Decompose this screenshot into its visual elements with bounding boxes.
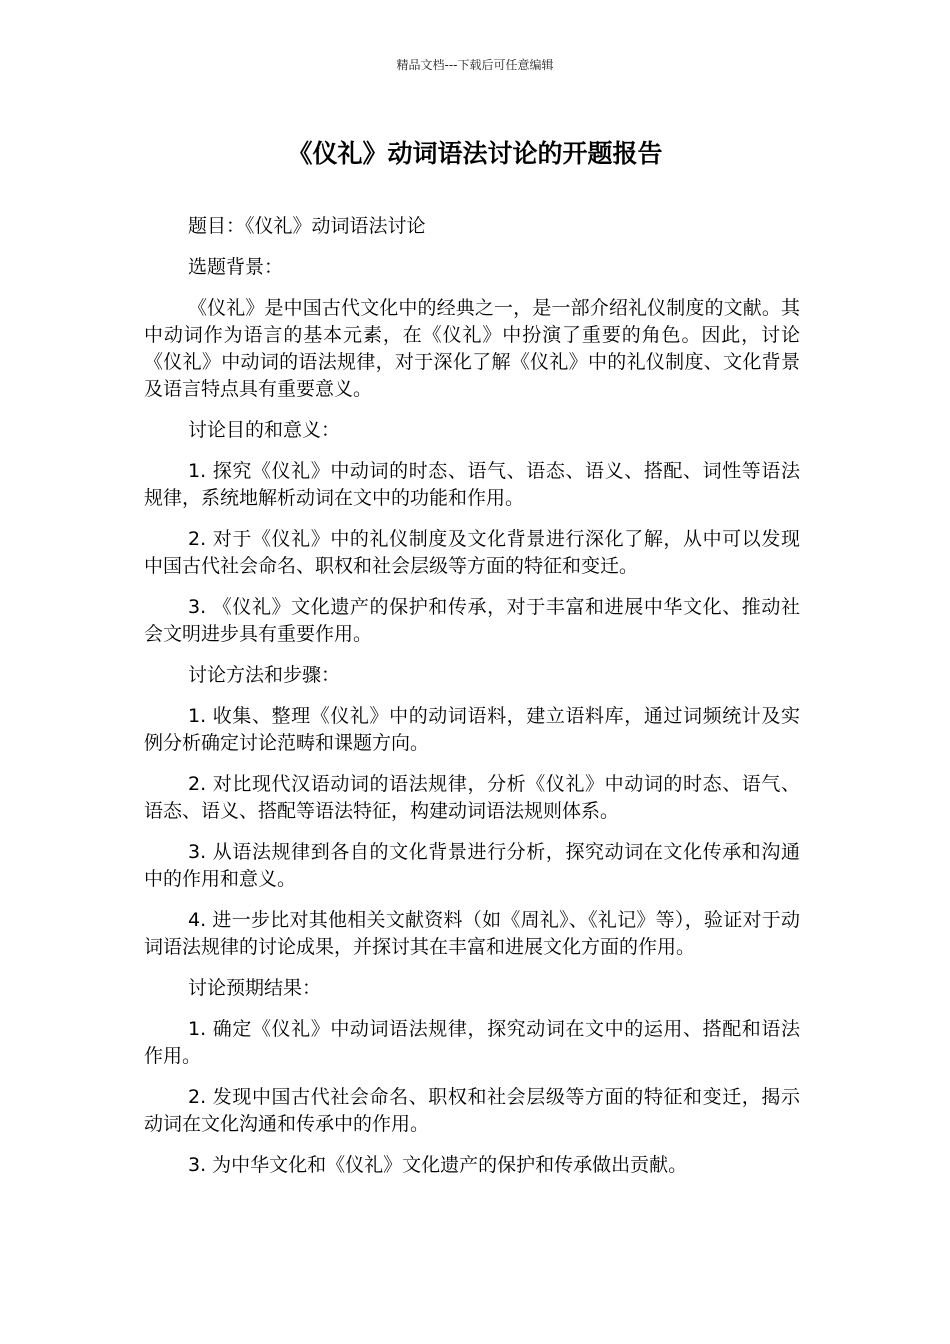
- section-heading-purpose: 讨论目的和意义：: [188, 419, 341, 441]
- method-item-2: 2. 对比现代汉语动词的语法规律，分析《仪礼》中动词的时态、语气、语态、语义、搭配等语法特征，构建动词语法规则体系。: [144, 773, 800, 822]
- result-item-2: 2. 发现中国古代社会命名、职权和社会层级等方面的特征和变迁，揭示动词在文化沟通和传承中的作用。: [144, 1086, 800, 1135]
- document-title: 《仪礼》动词语法讨论的开题报告: [287, 139, 663, 168]
- result-item-1: 1. 确定《仪礼》中动词语法规律，探究动词在文中的运用、搭配和语法作用。: [144, 1018, 800, 1067]
- header-note: 精品文档---下载后可任意编辑: [396, 58, 554, 72]
- background-paragraph: 《仪礼》是中国古代文化中的经典之一，是一部介绍礼仪制度的文献。其中动词作为语言的基本元素，在《仪礼》中扮演了重要的角色。因此，讨论《仪礼》中动词的语法规律，对于深化了解《仪礼》中的礼仪制度、文化背景及语言特点具有重要意义。: [144, 297, 800, 400]
- method-item-1: 1. 收集、整理《仪礼》中的动词语料，建立语料库，通过词频统计及实例分析确定讨论范畴和课题方向。: [144, 705, 800, 754]
- section-heading-method: 讨论方法和步骤：: [188, 664, 341, 686]
- topic-line: 题目：《仪礼》动词语法讨论: [188, 215, 426, 237]
- method-item-3: 3. 从语法规律到各自的文化背景进行分析，探究动词在文化传承和沟通中的作用和意义。: [144, 841, 800, 890]
- purpose-item-3: 3. 《仪礼》文化遗产的保护和传承，对于丰富和进展中华文化、推动社会文明进步具有重要作用。: [144, 596, 800, 645]
- method-item-4: 4. 进一步比对其他相关文献资料（如《周礼》、《礼记》等），验证对于动词语法规律的讨论成果，并探讨其在丰富和进展文化方面的作用。: [144, 909, 800, 958]
- result-item-3: 3. 为中华文化和《仪礼》文化遗产的保护和传承做出贡献。: [188, 1154, 688, 1176]
- purpose-item-2: 2. 对于《仪礼》中的礼仪制度及文化背景进行深化了解，从中可以发现中国古代社会命名、职权和社会层级等方面的特征和变迁。: [144, 528, 800, 577]
- section-heading-results: 讨论预期结果：: [188, 977, 322, 999]
- purpose-item-1: 1. 探究《仪礼》中动词的时态、语气、语态、语义、搭配、词性等语法规律，系统地解析动词在文中的功能和作用。: [144, 460, 800, 509]
- section-heading-background: 选题背景：: [188, 256, 284, 278]
- document-body: [144, 213, 800, 1193]
